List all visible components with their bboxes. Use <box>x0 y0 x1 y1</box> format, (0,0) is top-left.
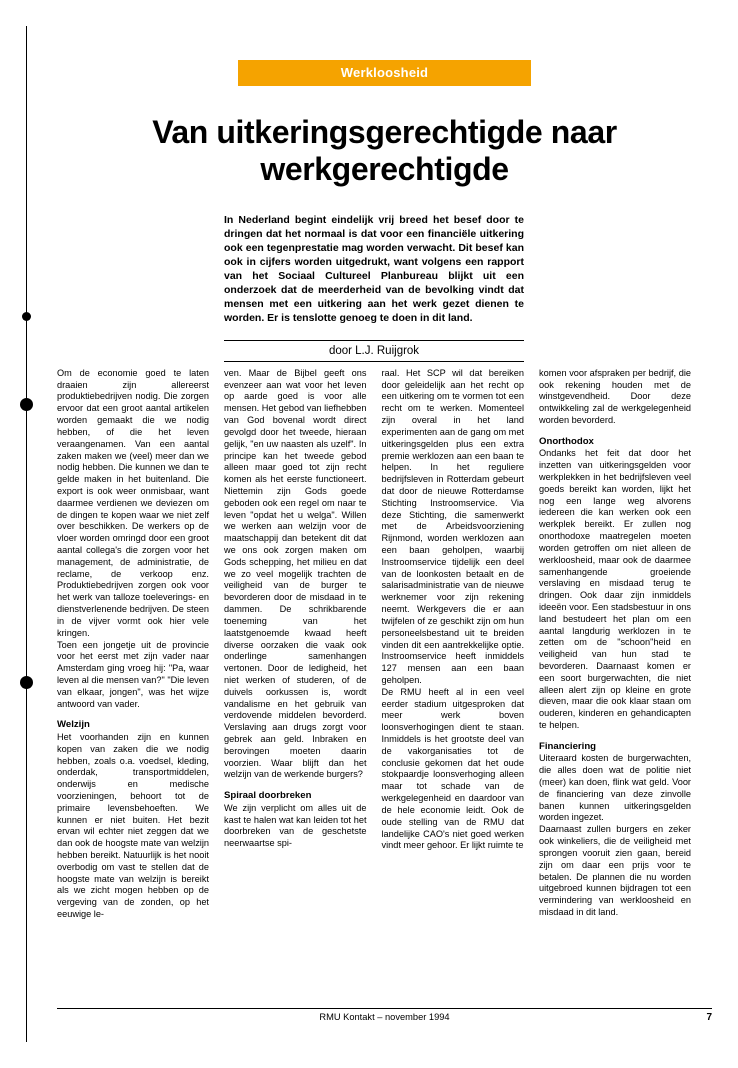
right-paragraph: komen voor afspraken per bedrijf, die ook rekening houden met de winstgevendheid. Door deze ontwikkeling zal de werkgelegenheid worden bevorderd. <box>539 367 691 426</box>
article-headline: Van uitkeringsgerechtigde naar werkgerechtigde <box>152 114 617 188</box>
middle-a-paragraph: We zijn verplicht om alles uit de kast te halen wat kan leiden tot het doorbreken van de geschetste neerwaartse spi- <box>224 802 367 849</box>
right-paragraph: Uiteraard kosten de burgerwachten, die alles doen wat de politie niet (meer) kan doen, flink wat geld. Voor de financiering van deze zinvolle banen kunnen uitkeringsgelden worden ingezet. <box>539 753 691 823</box>
article-intro: In Nederland begint eindelijk vrij breed het besef door te dringen dat het normaal is dat voor een financiële uitkering ook een tegenprestatie mag worden verwacht. Dit besef kan ook in cijfers worden uitgedrukt, want volgens een rapport van het Sociaal Cultureel Planbureau blijkt uit een onderzoek dat de meerderheid van de bevolking vindt dat mensen met een uitkering aan het werk gezet dienen te worden. Er is tenslotte genoeg te doen in dit land. <box>224 214 524 324</box>
article-byline: door L.J. Ruijgrok <box>224 345 524 362</box>
left-paragraph: Om de economie goed te laten draaien zijn allereerst produktiebedrijven nodig. Die zorgen ervoor dat een groot aantal artikelen worden gemaakt die we nodig hebben, of die het leven veraangenamen. Van een aantal zaken maken we (veel) meer dan we nodig hebben. Die kunnen we dan te gelde maken in het buitenland. Die export is ook weer onmisbaar, want daarmee verdienen we deviezen om de dingen te kopen waar we niet zelf over beschikken. De werkers op de vloer worden omringd door een groot aantal collega's die zorgen voor het management, de administratie, de reclame, de verkoop enz. Produktiebedrijven zorgen ook voor het werk van talloze toeleverings- en dienstverlenende bedrijven. De steen in de vijver vormt ook hier vele kringen. <box>57 367 209 638</box>
left-paragraph: Toen een jongetje uit de provincie voor het eerst met zijn vader naar Amsterdam ging vroeg hij: "Pa, waar leven al die mensen van?" "Die leven van elkaar, jongen", was het wijze antwoord van vader. <box>57 639 209 709</box>
left-subhead: Welzijn <box>57 719 90 731</box>
margin-bullet-3 <box>20 676 33 689</box>
article-columns <box>57 368 712 921</box>
byline-block <box>224 340 524 362</box>
article-content <box>57 60 712 921</box>
left-margin-rule <box>26 26 27 1042</box>
footer-row <box>57 1012 712 1026</box>
column-right <box>539 368 691 921</box>
footer-text: RMU Kontakt – november 1994 <box>319 1012 450 1022</box>
margin-bullet-2 <box>20 398 33 411</box>
middle-a-paragraph: ven. Maar de Bijbel geeft ons evenzeer aan wat voor het leven op aarde goed is voor alle mensen. Het gebod van liefhebben van God bovenal wordt direct gevolgd door het tweede, hieraan gelijk, "en uw naasten als uzelf". In principe kan het tweede gebod alleen maar goed tot zijn recht komen als het eerste functioneert. Niettemin zijn Gods goede geboden ook een regel om naar te leven "opdat het u welga". Willen we werken aan welzijn voor de maatschappij dan betekent dit dat we ons ook zorgen maken om Gods schepping, het milieu en dat we zo veel mogelijk trachten de veiligheid van de burger te bevorderen door de misdaad in te dammen. De schrikbarende toeneming van het laatstgenoemde kwaad heeft diverse oorzaken die vaak ook onderlinge samenhangen vertonen. Door de ledigheid, het niet werken of studeren, of de duivels oorkussen is, wordt vandalisme en het gebruik van verdovende middelen bevorderd. Verslaving aan drugs zorgt voor gebrek aan geld. Inbraken en berovingen moeten daarin voorzien. Waar blijft dan het welzijn van de werkende burgers? <box>224 367 367 780</box>
right-paragraph: Ondanks het feit dat door het inzetten van uitkeringsgelden voor werkplekken in het bedrijfsleven veel goeds bereikt kan worden, lijkt het nog een lange weg alvorens iedereen die kan werken ook een werkplek bereikt. Er zullen nog onorthodoxe maatregelen moeten worden getroffen om niet alleen de werkloosheid, maar ook de daarmee samenhangende groeiende verslaving en misdaad terug te dringen. Ook daar zijn inmiddels ideeën voor. Een stadsbestuur in ons land bestudeert het plan om een aantal langdurig werklozen in te zetten om de "schoon"heid en veiligheid van hun stad te bevorderen. Daarnaast komen er een soort burgerwachten, die niet alleen alert zijn op kleine en grote dieven, maar die ook klaar staan om ouderen, kinderen en gehandicapten te helpen. <box>539 448 691 731</box>
byline-rule-top <box>224 340 524 341</box>
section-kicker: Werkloosheid <box>238 60 531 86</box>
column-left <box>57 368 209 921</box>
right-subhead: Financiering <box>539 740 597 752</box>
middle-a-subhead: Spiraal doorbreken <box>224 790 312 802</box>
column-middle-a <box>224 368 367 921</box>
page-number: 7 <box>706 1012 712 1023</box>
right-paragraph: Daarnaast zullen burgers en zeker ook winkeliers, die de veiligheid met sprongen vooruit zien gaan, bereid zijn om daar een prijs voor te betalen. De plannen die nu worden uitgebroed kunnen bijdragen tot een vermindering van werkloosheid en misdaad in dit land. <box>539 824 691 917</box>
page-footer <box>57 1008 712 1026</box>
margin-bullet-1 <box>22 312 31 321</box>
column-middle <box>224 368 524 921</box>
column-middle-b <box>382 368 525 921</box>
left-paragraph: Het voorhanden zijn en kunnen kopen van zaken die we nodig hebben, zoals o.a. voedsel, kleding, onderdak, transportmiddelen, onderwijs en medische voorzieningen, behoort tot de primaire levensbehoeften. We kunnen er niet buiten. Het bezit ervan wil echter niet zeggen dat we dan ook de hoogste mate van welzijn hebben bereikt. Natuurlijk is het nooit overbodig om vast te stellen dat de hoogste mate van welzijn is bereikt als we zicht mogen hebben op de vergeving van de zonden, op het eeuwige le- <box>57 731 209 920</box>
section-kicker-wrap <box>57 60 712 86</box>
right-subhead: Onorthodox <box>539 435 594 447</box>
middle-b-paragraph: raal. Het SCP wil dat bereiken door geleidelijk aan het recht op een uitkering om te vormen tot een recht om te werken. Momenteel zijn overal in het land experimenten aan de gang om met uitkeringsgelden plus een extra premie werklozen aan een baan te helpen. In het reguliere bedrijfsleven in Rotterdam gebeurt dat door de nieuwe Rotterdamse Stichting Instroomservice. Via deze Stichting, die samenwerkt met de Arbeidsvoorziening Rijnmond, worden werklozen aan een baan geholpen, waarbij Instroomservice tijdelijk een deel van de loonkosten betaalt en de salarisadministratie van de nieuwe werknemer voor zijn rekening neemt. Werkgevers die er aan twijfelen of ze geschikt zijn om hun personeelsbestand uit te breiden vinden dit een aantrekkelijke optie. Instroomservice heeft inmiddels 127 mensen aan een baan geholpen. <box>381 367 524 685</box>
footer-rule <box>57 1008 712 1009</box>
middle-b-paragraph: De RMU heeft al in een veel eerder stadium uitgesproken dat meer werk boven loonsverhogingen dient te staan. Inmiddels is het grootste deel van de vakorganisaties tot de conclusie gekomen dat het oude stokpaardje loonsverhoging alleen maar tot schade van de werkgelegenheid en daardoor van de hele economie leidt. Ook de oude stelling van de RMU dat landelijke CAO's niet goed werken vindt meer gehoor. Er lijkt ruimte te <box>381 686 524 851</box>
